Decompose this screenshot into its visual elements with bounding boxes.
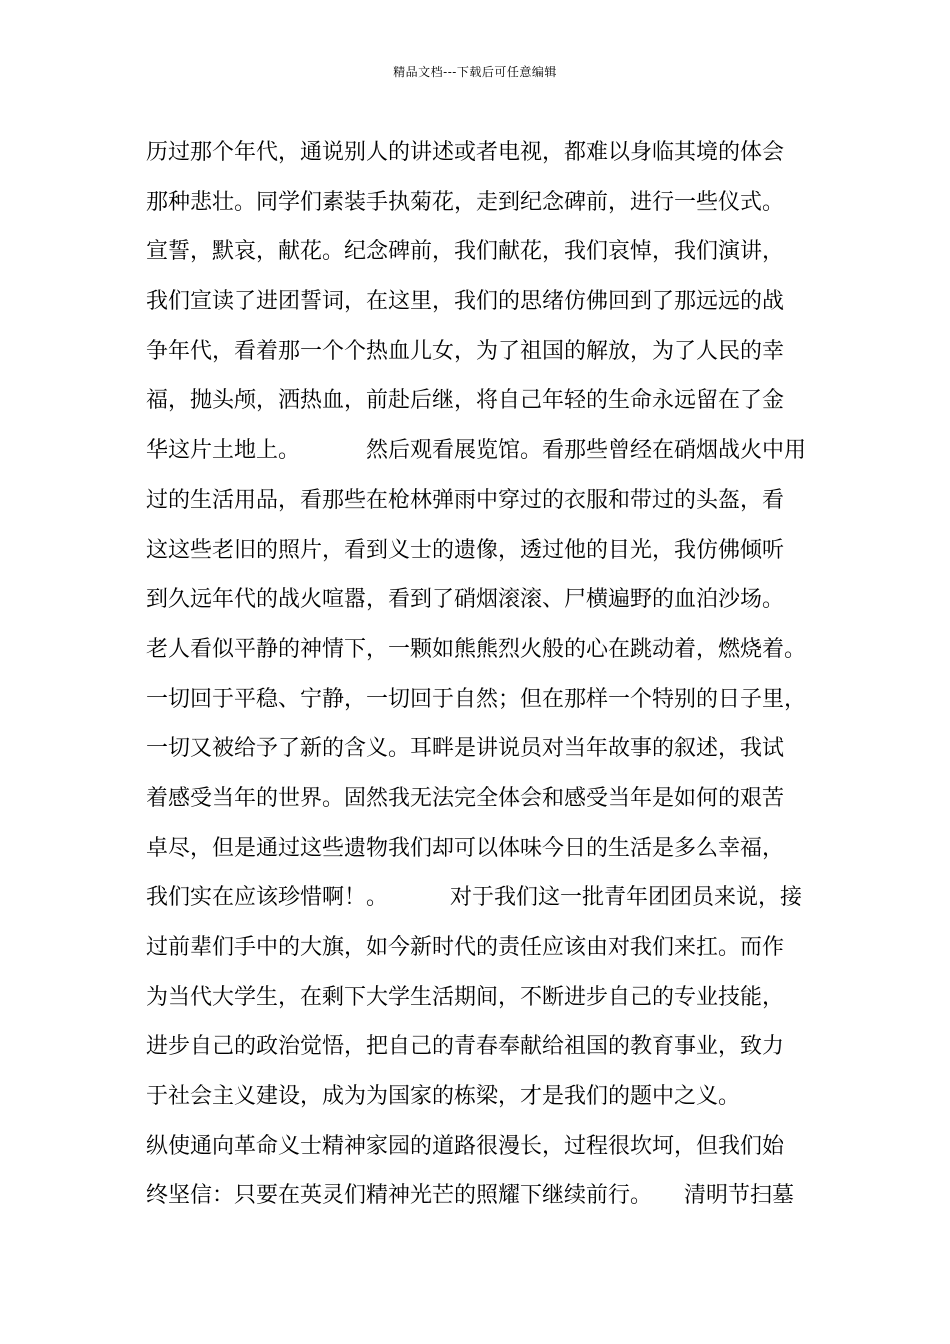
text-line: 那种悲壮。同学们素装手执菊花，走到纪念碑前，进行一些仪式。 bbox=[146, 189, 785, 215]
header-text: 精品文档---下载后可任意编辑 bbox=[393, 65, 557, 79]
text-line: 纵使通向革命义士精神家园的道路很漫长，过程很坎坷，但我们始 bbox=[146, 1133, 785, 1159]
text-line: 我们宣读了进团誓词，在这里，我们的思绪仿佛回到了那远远的战 bbox=[146, 289, 785, 315]
text-line: 华这片土地上。 然后观看展览馆。看那些曾经在硝烟战火中用 bbox=[146, 438, 807, 464]
text-line: 我们实在应该珍惜啊！。 对于我们这一批青年团团员来说，接 bbox=[146, 885, 803, 911]
page-header bbox=[0, 64, 950, 80]
text-line: 进步自己的政治觉悟，把自己的青春奉献给祖国的教育事业，致力 bbox=[146, 1034, 785, 1060]
text-line: 这这些老旧的照片，看到义士的遗像，透过他的目光，我仿佛倾听 bbox=[146, 537, 785, 563]
text-line: 着感受当年的世界。固然我无法完全体会和感受当年是如何的艰苦 bbox=[146, 785, 785, 811]
text-line: 争年代，看着那一个个热血儿女，为了祖国的解放，为了人民的幸 bbox=[146, 338, 785, 364]
text-line: 为当代大学生，在剩下大学生活期间，不断进步自己的专业技能， bbox=[146, 984, 785, 1010]
text-line: 宣誓，默哀，献花。纪念碑前，我们献花，我们哀悼，我们演讲， bbox=[146, 239, 785, 265]
document-body bbox=[146, 128, 846, 1221]
text-line: 卓尽，但是通过这些遗物我们却可以体味今日的生活是多么幸福， bbox=[146, 835, 785, 861]
text-line: 到久远年代的战火喧嚣，看到了硝烟滚滚、尸横遍野的血泊沙场。 bbox=[146, 587, 785, 613]
text-line: 历过那个年代，通说别人的讲述或者电视，都难以身临其境的体会 bbox=[146, 140, 785, 165]
text-line: 一切又被给予了新的含义。耳畔是讲说员对当年故事的叙述，我试 bbox=[146, 736, 785, 762]
text-line: 终坚信：只要在英灵们精神光芒的照耀下继续前行。 清明节扫墓 bbox=[146, 1183, 795, 1209]
text-line: 过前辈们手中的大旗，如今新时代的责任应该由对我们来扛。而作 bbox=[146, 935, 785, 960]
text-line: 过的生活用品，看那些在枪林弹雨中穿过的衣服和带过的头盔，看 bbox=[146, 487, 785, 513]
text-line: 福，抛头颅，洒热血，前赴后继，将自己年轻的生命永远留在了金 bbox=[146, 388, 785, 414]
text-line: 于社会主义建设，成为为国家的栋梁，才是我们的题中之义。 bbox=[146, 1084, 741, 1110]
text-line: 老人看似平静的神情下，一颗如熊熊烈火般的心在跳动着，燃烧着。 bbox=[146, 636, 807, 662]
text-line: 一切回于平稳、宁静，一切回于自然；但在那样一个特别的日子里， bbox=[146, 686, 807, 712]
